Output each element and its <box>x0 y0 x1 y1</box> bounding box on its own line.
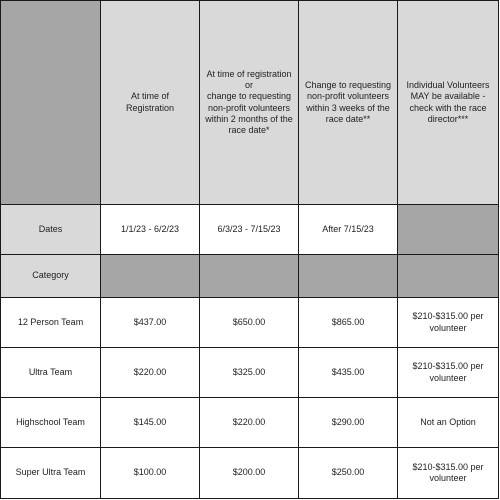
price-cell: $290.00 <box>299 398 398 448</box>
table-row <box>1 448 499 499</box>
empty-dark-cell <box>398 255 499 298</box>
price-cell: $325.00 <box>200 348 299 398</box>
price-cell: $220.00 <box>101 348 200 398</box>
row-label: 12 Person Team <box>1 298 101 348</box>
category-label: Category <box>1 255 101 298</box>
header-within-3-weeks: Change to requesting non-profit volunteers within 3 weeks of the race date** <box>299 1 398 205</box>
table-row <box>1 398 499 448</box>
empty-dark-cell <box>398 205 499 255</box>
table-row <box>1 348 499 398</box>
price-cell: $435.00 <box>299 348 398 398</box>
category-row <box>1 255 499 298</box>
empty-dark-cell <box>101 255 200 298</box>
price-cell: $220.00 <box>200 398 299 448</box>
dates-row <box>1 205 499 255</box>
date-range-cell: 1/1/23 - 6/2/23 <box>101 205 200 255</box>
header-individual-volunteers: Individual Volunteers MAY be available - check with the race director*** <box>398 1 499 205</box>
price-cell: $210-$315.00 per volunteer <box>398 348 499 398</box>
empty-dark-cell <box>200 255 299 298</box>
price-cell: $650.00 <box>200 298 299 348</box>
price-cell: Not an Option <box>398 398 499 448</box>
price-cell: $437.00 <box>101 298 200 348</box>
price-cell: $100.00 <box>101 448 200 499</box>
date-range-cell: 6/3/23 - 7/15/23 <box>200 205 299 255</box>
header-at-registration: At time of Registration <box>101 1 200 205</box>
price-cell: $145.00 <box>101 398 200 448</box>
row-label: Super Ultra Team <box>1 448 101 499</box>
header-row <box>1 1 499 205</box>
price-cell: $250.00 <box>299 448 398 499</box>
header-within-2-months: At time of registration or change to requesting non-profit volunteers within 2 months of the race date* <box>200 1 299 205</box>
date-range-cell: After 7/15/23 <box>299 205 398 255</box>
empty-dark-cell <box>299 255 398 298</box>
price-cell: $210-$315.00 per volunteer <box>398 298 499 348</box>
price-cell: $865.00 <box>299 298 398 348</box>
corner-cell <box>1 1 101 205</box>
price-cell: $200.00 <box>200 448 299 499</box>
row-label: Ultra Team <box>1 348 101 398</box>
row-label: Highschool Team <box>1 398 101 448</box>
price-cell: $210-$315.00 per volunteer <box>398 448 499 499</box>
dates-label: Dates <box>1 205 101 255</box>
table-row <box>1 298 499 348</box>
